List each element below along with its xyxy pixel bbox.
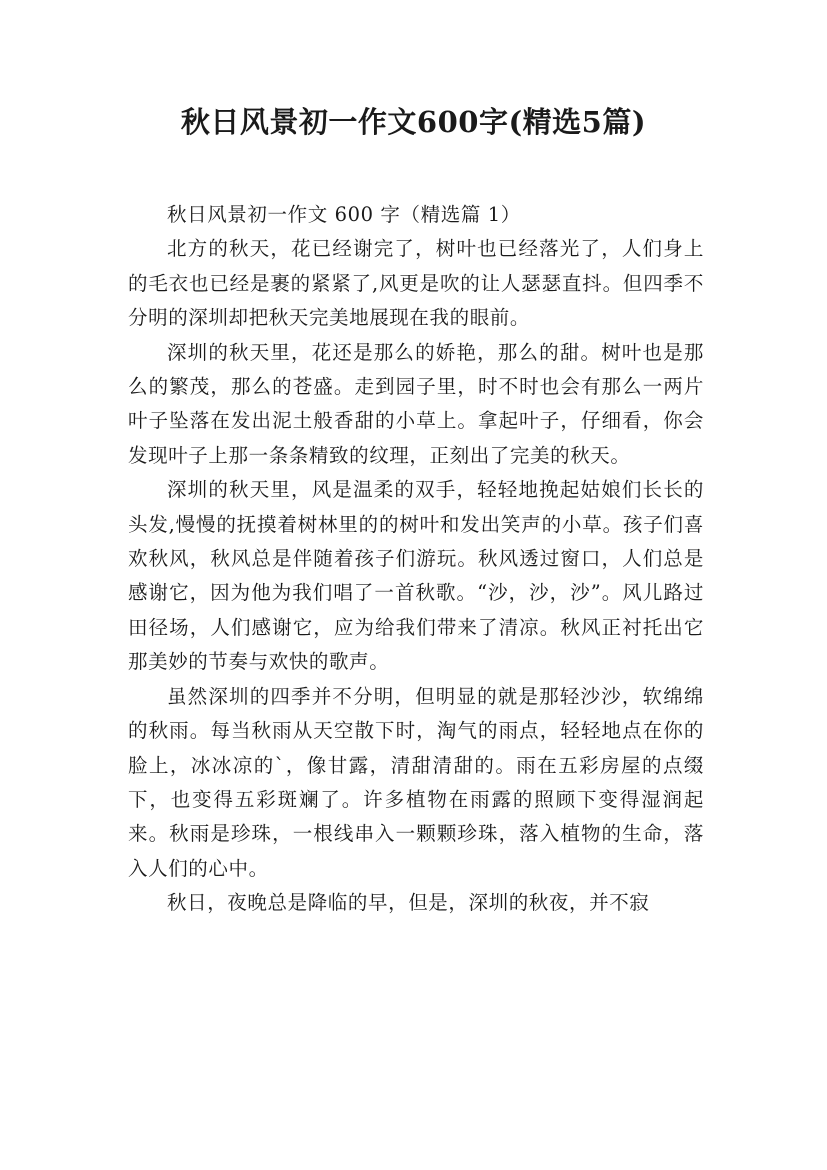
paragraph-1: 北方的秋天，花已经谢完了，树叶也已经落光了，人们身上的毛衣也已经是裹的紧紧了,风更是吹的让人瑟瑟直抖。但四季不分明的深圳却把秋天完美地展现在我的眼前。 <box>128 237 704 330</box>
paragraph-2: 深圳的秋天里，花还是那么的娇艳，那么的甜。树叶也是那么的繁茂，那么的苍盛。走到园子里，时不时也会有那么一两片叶子坠落在发出泥土般香甜的小草上。拿起叶子，仔细看，你会发现叶子上那一条条精致的纹理，正刻出了完美的秋天。 <box>128 340 704 467</box>
section-heading: 秋日风景初一作文 600 字（精选篇 1） <box>167 203 521 226</box>
document-body <box>128 198 704 921</box>
paragraph-3: 深圳的秋天里，风是温柔的双手，轻轻地挽起姑娘们长长的头发,慢慢的抚摸着树林里的的树叶和发出笑声的小草。孩子们喜欢秋风，秋风总是伴随着孩子们游玩。秋风透过窗口，人们总是感谢它，因为他为我们唱了一首秋歌。“沙，沙，沙”。风儿路过田径场，人们感谢它，应为给我们带来了清凉。秋风正衬托出它那美妙的节奏与欢快的歌声。 <box>128 478 704 674</box>
paragraph-5: 秋日，夜晚总是降临的早，但是，深圳的秋夜，并不寂 <box>167 891 650 915</box>
document-title: 秋日风景初一作文600字(精选5篇) <box>180 105 647 139</box>
paragraph-4: 虽然深圳的四季并不分明，但明显的就是那轻沙沙，软绵绵的秋雨。每当秋雨从天空散下时，淘气的雨点，轻轻地点在你的脸上，冰冰凉的`，像甘露，清甜清甜的。雨在五彩房屋的点缀下，也变得五彩斑斓了。许多植物在雨露的照顾下变得湿润起来。秋雨是珍珠，一根线串入一颗颗珍珠，落入植物的生命，落入人们的心中。 <box>128 684 704 880</box>
